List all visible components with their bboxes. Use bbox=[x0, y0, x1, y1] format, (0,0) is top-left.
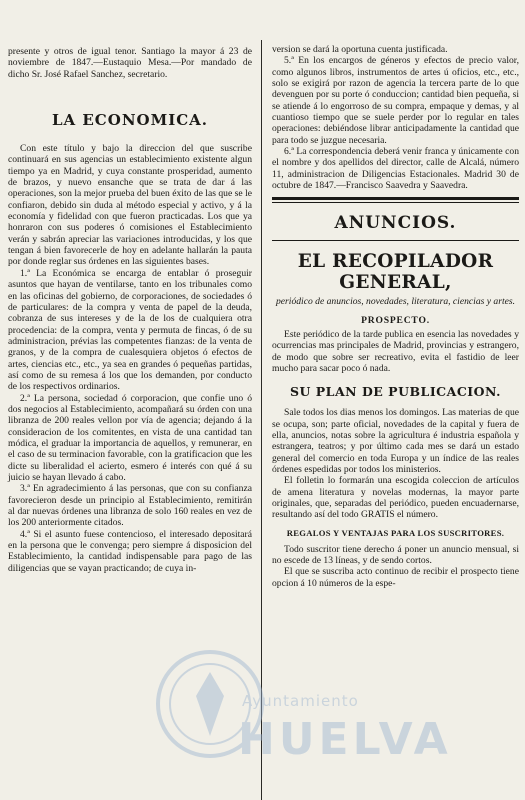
left-paragraph-intro: Con este título y bajo la direccion del que suscribe continuará en sus agencias un establecimiento existente algun tiempo ya en Madrid, y cuya constante prosperidad, aumento de brazos, y nuevo ensanche que se trata de dar á las operaciones, son la mejor prueba del buen éxito de las que se le confiaron, debido sin duda al método especial y activo, y á la economía y fidelidad con que fueron practicadas. Los que ya honraron con sus poderes ó comisiones el Establecimiento verán y sabrán apreciar las variaciones introducidas, y los que tengan á bien favorecerle de hoy en adelante hallarán la pauta por donde reglar sus órdenes en las siguientes bases. bbox=[8, 143, 252, 268]
watermark-large-text: HUELVA bbox=[238, 714, 452, 765]
right-paragraph-base-5: 5.ª En los encargos de géneros y efectos de precio valor, como algunos libros, instrumentos de artes ú oficios, etc., etc., solo se exigirá por razon de agencia la tercera parte de lo que devenguen por su porte ó conduccion; cantidad bien pequeña, si se atiende á lo engorroso de su compra, empaque y demas, y al cuantioso tiempo que se suele perder por lo regular en tales operaciones: debiéndose librar anticipadamente la cantidad que para todo se juzgue necesaria. bbox=[272, 55, 519, 146]
section-rule-bottom bbox=[272, 240, 519, 241]
left-paragraph-base-1: 1.ª La Económica se encarga de entablar ó proseguir asuntos que hayan de ventilarse, tanto en los tribunales como en las oficinas del gobierno, de corporaciones, de sociedades ó de particulares: de la compra y venta de papel de la deuda, cobranza de sus intereses y de la de los de cualquiera otra procedencia: de la compra, venta y permuta de fincas, ó de su administracion, prévias las competentes fianzas: de la venta de granos, y de la compra de cualesquiera objetos ó efectos de artes, ciencias etc., etc., ya sea en grandes ó pequeñas partidas, así como de su remesa á los que los demanden, por conducto de los respectivos ordinarios. bbox=[8, 267, 252, 393]
prospecto-heading: PROSPECTO. bbox=[361, 314, 430, 326]
left-column bbox=[0, 0, 258, 800]
left-top-paragraph: presente y otros de igual tenor. Santiago la mayor á 23 de noviembre de 1847.—Eustaquio Mesa.—Por mandado de dicho Sr. José Rafael Sanchez, secretario. bbox=[8, 46, 252, 80]
column-divider bbox=[261, 40, 262, 800]
left-paragraph-base-3: 3.ª En agradecimiento á las personas, que con su confianza favorecieron desde un principio al Establecimiento, remitirán al dar nuevas órdenes una libranza de solo 160 reales en vez de los 200 anteriormente citados. bbox=[8, 483, 252, 529]
section-rule-top-thin bbox=[272, 202, 519, 203]
prospecto-offer-paragraph: El que se suscriba acto continuo de recibir el prospecto tiene opcion á 10 números de la espe- bbox=[272, 566, 519, 589]
prospecto-paragraph: Este periódico de la tarde publica en esencia las novedades y ocurrencias mas principales de Madrid, provincias y estrangero, de modo que sobre ser recreativo, evita el fastidio de leer mucho para sacar poco ó nada. bbox=[272, 328, 519, 374]
recopilador-subtitle: periódico de anuncios, novedades, literatura, ciencias y artes. bbox=[276, 296, 515, 308]
economica-heading: LA ECONOMICA. bbox=[51, 111, 209, 130]
suscritor-paragraph: Todo suscritor tiene derecho á poner un anuncio mensual, si no escede de 13 líneas, y de sendo cortos. bbox=[272, 543, 519, 567]
anuncios-heading: ANUNCIOS. bbox=[334, 213, 457, 234]
regalos-heading: REGALOS Y VENTAJAS PARA LOS SUSCRITORES. bbox=[286, 527, 505, 538]
right-column bbox=[266, 0, 525, 800]
section-rule-top bbox=[272, 197, 519, 200]
plan-heading: SU PLAN DE PUBLICACION. bbox=[290, 384, 501, 400]
right-paragraph-base-6: 6.ª La correspondencia deberá venir franca y únicamente con el nombre y dos apellidos del director, calle de Alcalá, número 11, administracion de Diligencias Estacionales. Madrid 30 de octubre de 1847.—Francisco Saavedra y Saavedra. bbox=[272, 146, 519, 192]
plan-paragraph: Sale todos los dias menos los domingos. Las materias de que se ocupa, son; parte oficial, novedades de la capital y fuera de ella, anuncios, notas sobre la agricultura é industria española y estrangera, teatros; y por último cada mes se dará un estado general del comercio en toda Europa y un índice de las reales órdenes espedidas por todos los ministerios. bbox=[272, 407, 519, 476]
folletin-paragraph: El folletin lo formarán una escogida coleccion de artículos de amena literatura y novelas modernas, la mayor parte originales, que, separadas del periódico, pueden encuadernarse, resultando así del todo GRATIS el número. bbox=[272, 475, 519, 521]
left-paragraph-base-4: 4.ª Si el asunto fuese contencioso, el interesado depositará en la persona que le convenga; pero siempre á disposicion del Establecimiento, la cantidad indispensable para pago de las diligencias que se vayan practicando; de cuya in- bbox=[8, 528, 252, 574]
watermark-small-text: Ayuntamiento bbox=[242, 692, 359, 710]
recopilador-title: EL RECOPILADOR GENERAL, bbox=[297, 251, 494, 294]
left-paragraph-base-2: 2.ª La persona, sociedad ó corporacion, que confie uno ó dos negocios al Establecimiento, acompañará su órden con una libranza de 200 reales vellon por vía de agencia; dejando á la consideracion de los comitentes, en vista de una cantidad tan módica, el graduar la importancia de aquellos, y remunerar, en el caso de su terminacion favorable, con la gratificacion que les dicte su liberalidad el acierto, esmero é interés con qué á su juicio se hayan llevado á cabo. bbox=[8, 392, 252, 483]
right-paragraph-continuation: version se dará la oportuna cuenta justificada. bbox=[272, 44, 448, 55]
